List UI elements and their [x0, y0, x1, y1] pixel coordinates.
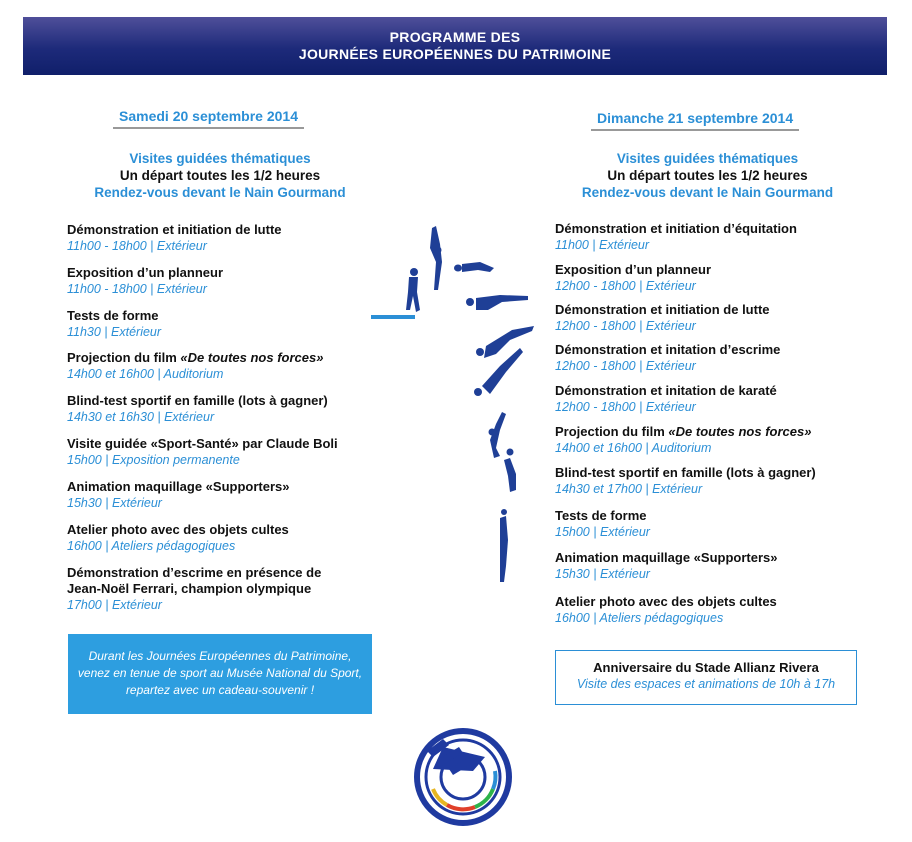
event-time: 12h00 - 18h00 | Extérieur [555, 359, 696, 373]
event-time: 14h00 et 16h00 | Auditorium [555, 441, 712, 455]
sunday-intro-line2: Un départ toutes les 1/2 heures [607, 168, 808, 183]
event-title: Démonstration et initiation de lutte [67, 222, 282, 237]
event-time: 11h00 | Extérieur [555, 238, 650, 252]
diver-figure [489, 412, 507, 458]
diver-figure [504, 449, 516, 493]
event-title: Blind-test sportif en famille (lots à gagner) [67, 393, 328, 408]
anniversary-sub: Visite des espaces et animations de 10h à 17h [576, 677, 836, 691]
event-title: Démonstration et initiation d’équitation [555, 221, 797, 236]
event-time: 17h00 | Extérieur [67, 598, 162, 612]
event-title: Démonstration et initation de karaté [555, 383, 777, 398]
diving-board [371, 315, 415, 319]
museum-logo [413, 727, 513, 827]
diver-figure [466, 295, 528, 310]
diver-figure [430, 226, 442, 290]
event-title-line2: Jean-Noël Ferrari, champion olympique [67, 581, 312, 596]
event-time: 15h30 | Extérieur [555, 567, 650, 581]
event-title: Tests de forme [67, 308, 159, 323]
event-title: Atelier photo avec des objets cultes [555, 594, 777, 609]
banner-title-line2: JOURNÉES EUROPÉENNES DU PATRIMOINE [298, 46, 612, 62]
event-title-prefix: Projection du film [67, 350, 181, 365]
event-time: 16h00 | Ateliers pédagogiques [555, 611, 724, 625]
sunday-intro-line1: Visites guidées thématiques [616, 151, 799, 166]
event-time: 12h00 - 18h00 | Extérieur [555, 400, 696, 414]
event-title: Exposition d’un planneur [67, 265, 223, 280]
diver-figure [454, 262, 494, 272]
film-title: «De toutes nos forces» [180, 350, 324, 365]
saturday-intro-line1: Visites guidées thématiques [129, 151, 311, 166]
event-title: Animation maquillage «Supporters» [555, 550, 778, 565]
event-time: 11h30 | Extérieur [67, 325, 162, 339]
anniversary-title: Anniversaire du Stade Allianz Rivera [593, 660, 819, 675]
event-time: 12h00 - 18h00 | Extérieur [555, 319, 696, 333]
event-time: 11h00 - 18h00 | Extérieur [67, 239, 207, 253]
event-time: 16h00 | Ateliers pédagogiques [67, 539, 236, 553]
note-line3: repartez avec un cadeau-souvenir ! [125, 683, 315, 697]
saturday-intro-line3: Rendez-vous devant le Nain Gourmand [94, 185, 346, 200]
note-line2: venez en tenue de sport au Musée National du Sport, [77, 666, 363, 680]
film-title: «De toutes nos forces» [668, 424, 812, 439]
diver-figure [476, 326, 534, 358]
event-time: 14h30 et 17h00 | Extérieur [555, 482, 703, 496]
event-title: Animation maquillage «Supporters» [67, 479, 290, 494]
event-title: Visite guidée «Sport-Santé» par Claude Boli [67, 436, 338, 451]
saturday-intro-line2: Un départ toutes les 1/2 heures [119, 168, 321, 183]
event-time: 11h00 - 18h00 | Extérieur [67, 282, 207, 296]
event-title: Démonstration et initiation de lutte [555, 302, 770, 317]
diver-figure [500, 509, 508, 582]
note-line1: Durant les Journées Européennes du Patrimoine, [88, 649, 352, 663]
event-title: Démonstration et initation d’escrime [555, 342, 781, 357]
event-title: Exposition d’un planneur [555, 262, 711, 277]
event-time: 12h00 - 18h00 | Extérieur [555, 279, 696, 293]
event-time: 15h00 | Exposition permanente [67, 453, 240, 467]
event-time: 15h00 | Extérieur [555, 525, 650, 539]
sunday-date: Dimanche 21 septembre 2014 [591, 110, 799, 131]
event-title: Blind-test sportif en famille (lots à gagner) [555, 465, 816, 480]
event-time: 15h30 | Extérieur [67, 496, 162, 510]
event-title-prefix: Projection du film [555, 424, 669, 439]
event-title: Tests de forme [555, 508, 647, 523]
sunday-intro-line3: Rendez-vous devant le Nain Gourmand [581, 185, 834, 200]
event-time: 14h30 et 16h30 | Extérieur [67, 410, 215, 424]
banner-title-line1: PROGRAMME DES [389, 29, 521, 45]
event-time: 14h00 et 16h00 | Auditorium [67, 367, 224, 381]
event-title: Démonstration d’escrime en présence de [67, 565, 322, 580]
saturday-date: Samedi 20 septembre 2014 [113, 108, 304, 129]
event-title: Atelier photo avec des objets cultes [67, 522, 289, 537]
diver-figure [406, 268, 420, 312]
